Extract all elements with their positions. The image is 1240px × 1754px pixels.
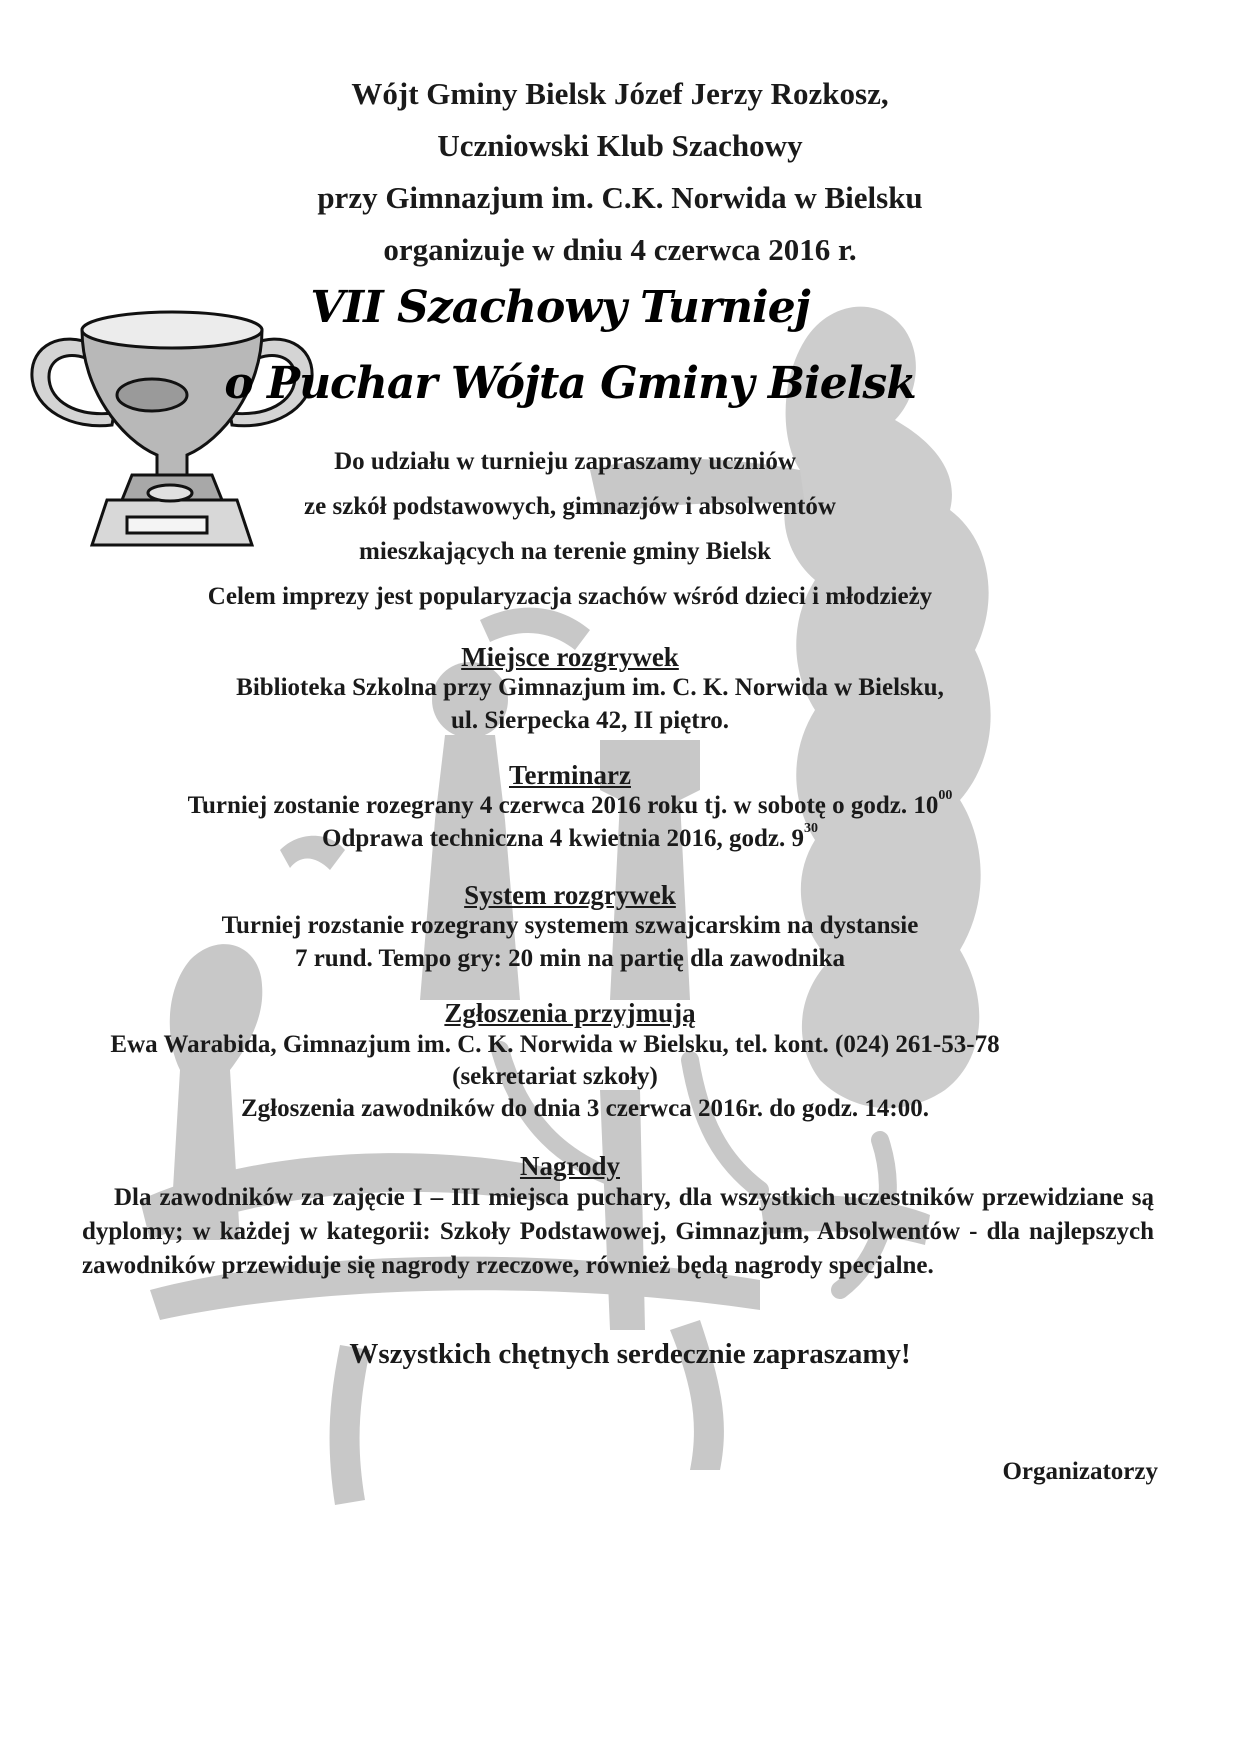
intro-line-4: Celem imprezy jest popularyzacja szachów wśród dzieci i młodzieży: [207, 583, 933, 610]
registration-heading: Zgłoszenia przyjmują: [444, 998, 696, 1028]
registration-deadline: Zgłoszenia zawodników do dnia 3 czerwca 2016r. do godz. 14:00.: [241, 1095, 929, 1122]
schedule-line-2: Odprawa techniczna 4 kwietnia 2016, godz. $9^{30}$: [322, 821, 818, 852]
prizes-text: Dla zawodników za zajęcie I – III miejsca puchary, dla wszystkich uczestników przewidziane są dyplomy; w każdej w kategorii: Szkoły Podstawowej, Gimnazjum, Absolwentów - dla najlepszych zawodników przewiduje się nagrody rzeczowe, również będą nagrody specjalne.: [82, 1184, 1154, 1279]
venue-line-2: ul. Sierpecka 42, II piętro.: [450, 707, 729, 734]
trophy-icon: [22, 305, 322, 560]
prizes-heading: Nagrody: [519, 1151, 620, 1181]
club-name: Uczniowski Klub Szachowy: [437, 128, 803, 163]
schedule-line-1: Turniej zostanie rozegrany 4 czerwca 2016 roku tj. w sobotę o godz. $10^{00}$: [187, 788, 953, 819]
intro-line-1: Do udziału w turnieju zapraszamy uczniów: [334, 448, 796, 475]
signature: Organizatorzy: [1002, 1458, 1158, 1485]
registration-contact: Ewa Warabida, Gimnazjum im. C. K. Norwida w Bielsku, tel. kont. (024) 261-53-78: [110, 1031, 1000, 1058]
venue-heading: Miejsce rozgrywek: [461, 642, 679, 672]
closing-invitation: Wszystkich chętnych serdecznie zapraszamy!: [349, 1338, 911, 1370]
system-heading: System rozgrywek: [464, 880, 676, 910]
event-date-line: organizuje w dniu 4 czerwca 2016 r.: [383, 232, 857, 267]
organizer-line: Wójt Gminy Bielsk Józef Jerzy Rozkosz,: [351, 76, 889, 111]
school-line: przy Gimnazjum im. C.K. Norwida w Bielsku: [317, 180, 923, 215]
intro-line-2: ze szkół podstawowych, gimnazjów i absolwentów: [304, 493, 836, 520]
registration-note: (sekretariat szkoły): [452, 1063, 658, 1090]
intro-line-3: mieszkających na terenie gminy Bielsk: [359, 538, 771, 565]
system-line-2: 7 rund. Tempo gry: 20 min na partię dla zawodnika: [294, 945, 846, 972]
system-line-1: Turniej rozstanie rozegrany systemem szwajcarskim na dystansie: [221, 912, 919, 939]
tournament-subtitle: o Puchar Wójta Gminy Bielsk: [224, 358, 916, 409]
tournament-title: VII Szachowy Turniej: [310, 282, 810, 333]
schedule-heading: Terminarz: [509, 760, 631, 790]
venue-line-1: Biblioteka Szkolna przy Gimnazjum im. C. K. Norwida w Bielsku,: [236, 674, 944, 701]
